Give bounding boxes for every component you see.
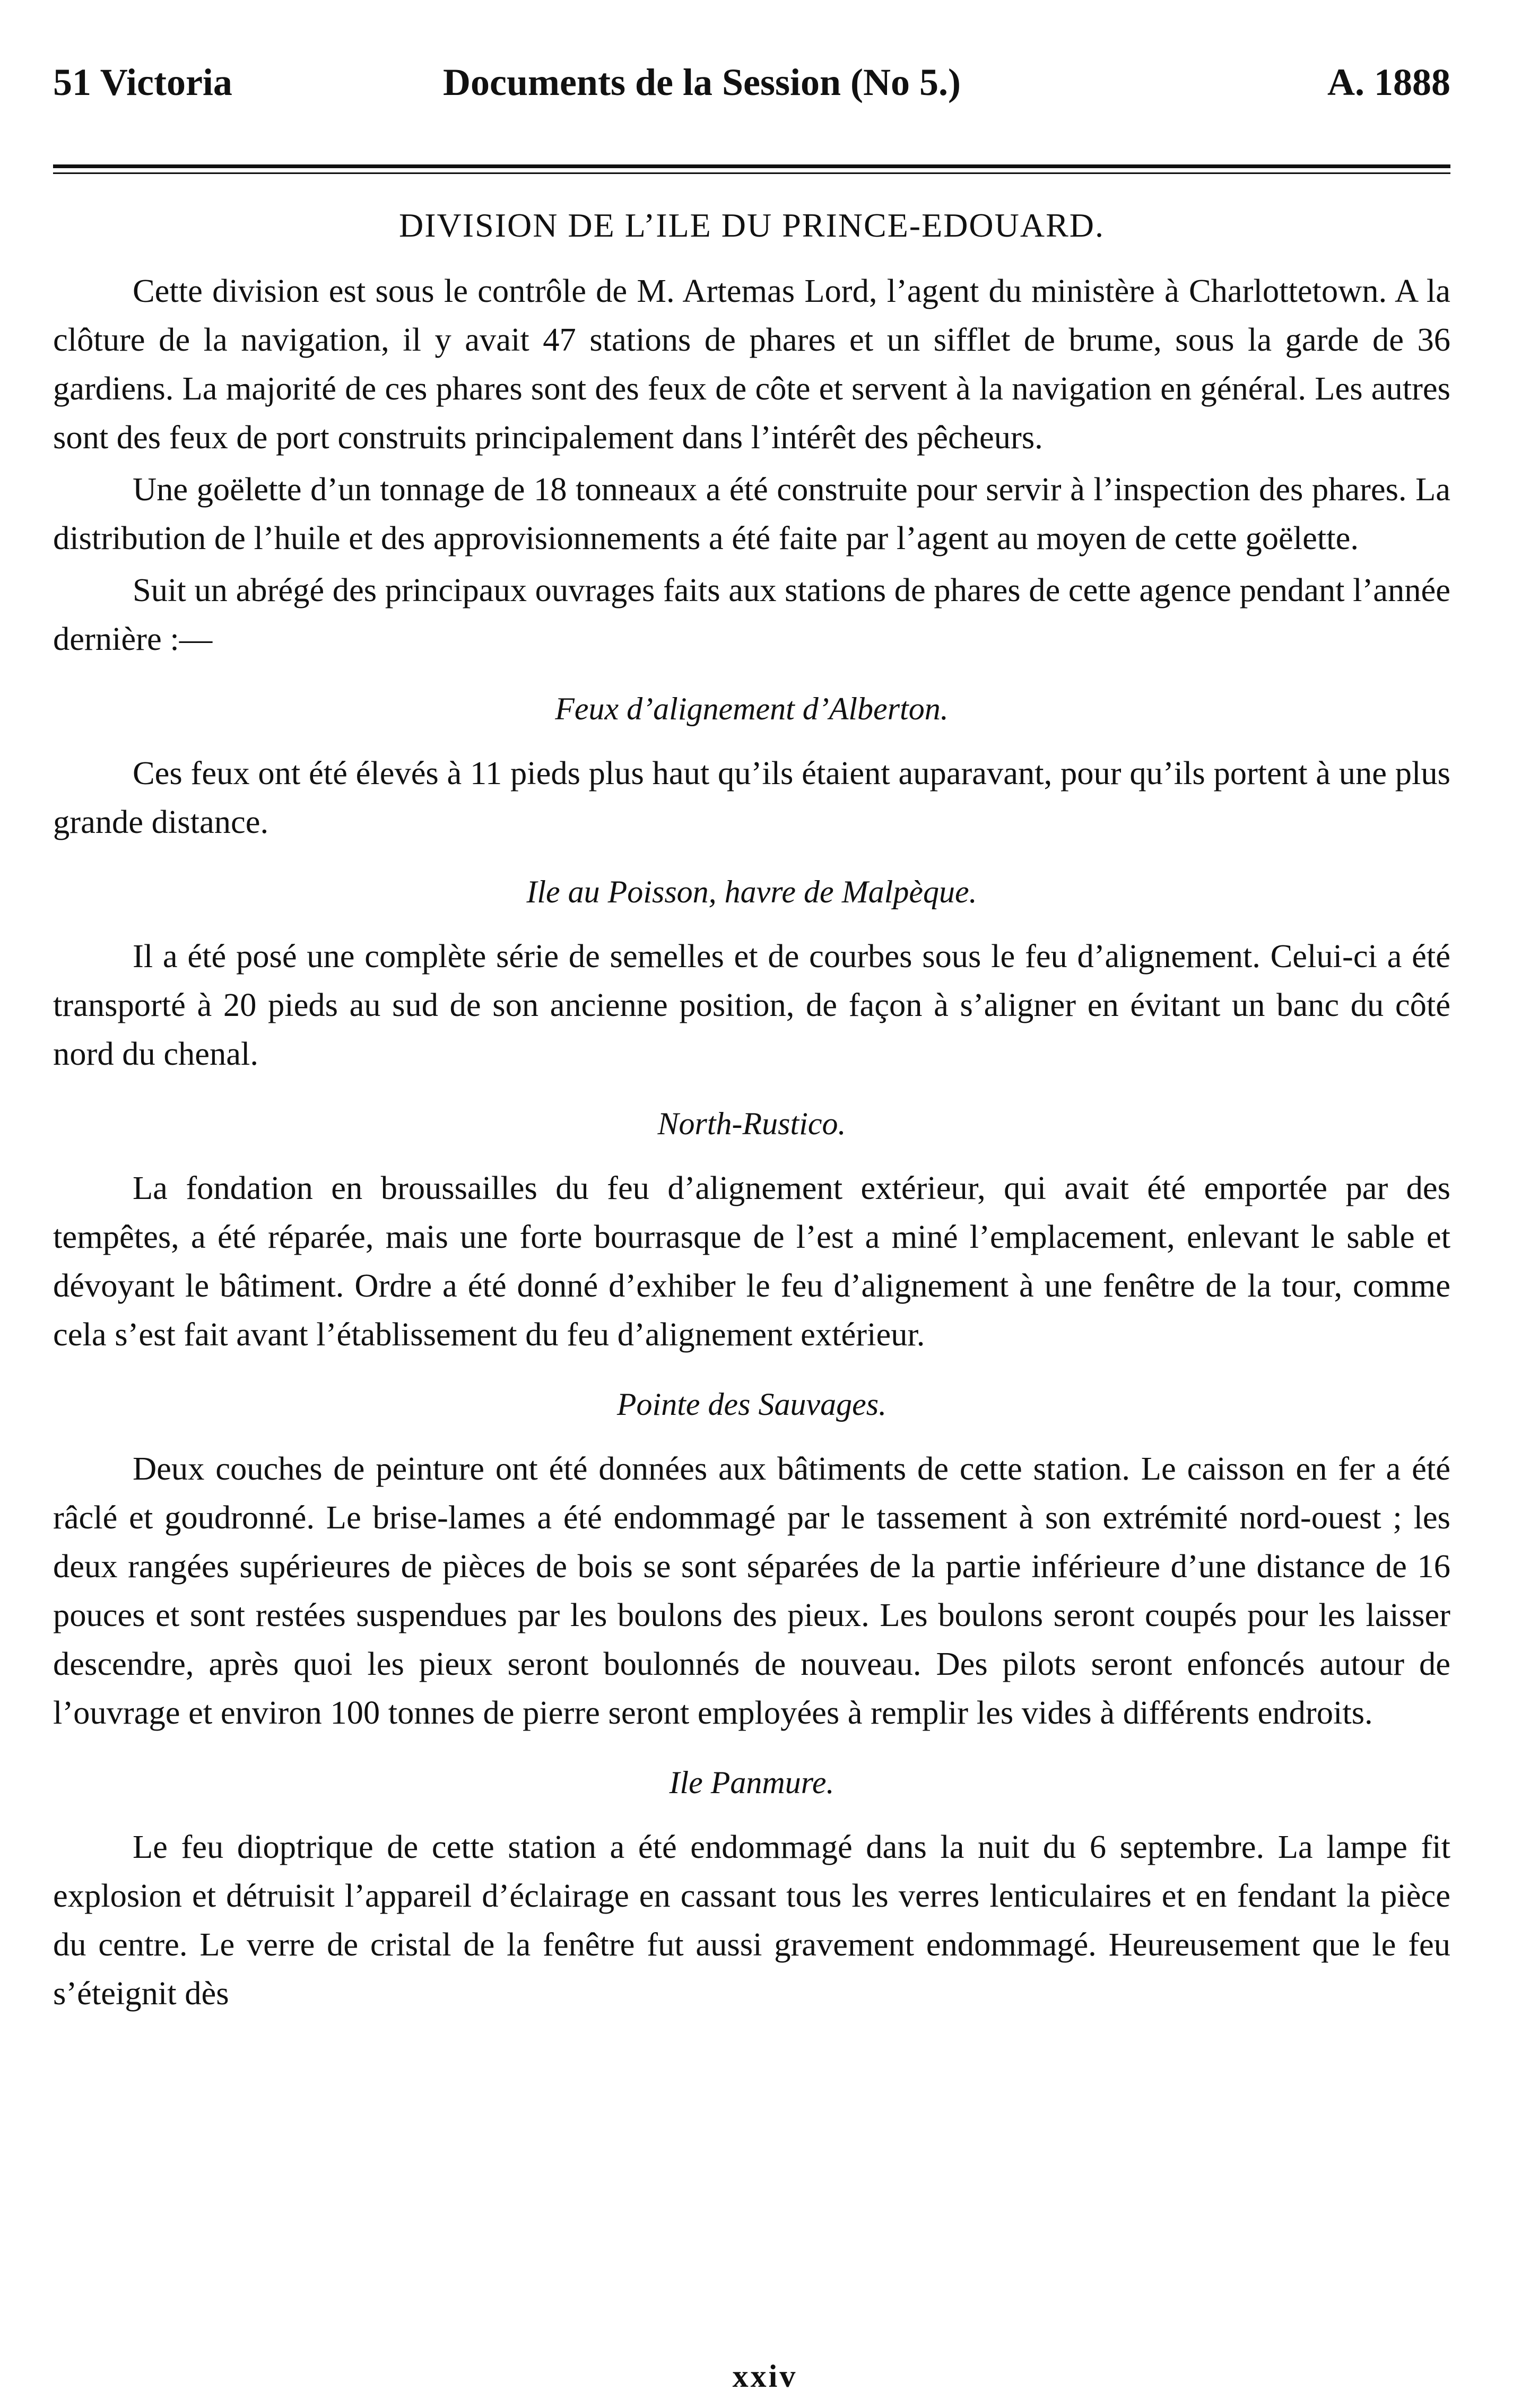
- section-ile-au-poisson: [53, 874, 1450, 1078]
- header-title: Documents de la Session (No 5.): [443, 61, 961, 103]
- section-text: Ces feux ont été élevés à 11 pieds plus haut qu’ils étaient auparavant, pour qu’ils portent à une plus grande distance.: [53, 754, 1450, 840]
- section-heading: Ile Panmure.: [669, 1765, 834, 1800]
- section-text: La fondation en broussailles du feu d’alignement extérieur, qui avait été emportée par des tempêtes, a été réparée, mais une forte bourrasque de l’est a miné l’emplacement, enlevant le sable et dévoyant le bâtiment. Ordre a été donné d’exhiber le feu d’alignement à une fenêtre de la tour, comme cela s’est fait avant l’établissement du feu d’alignement extérieur.: [53, 1169, 1450, 1353]
- intro-paragraph: Cette division est sous le contrôle de M. Artemas Lord, l’agent du ministère à Charlottetown. A la clôture de la navigation, il y avait 47 stations de phares et un sifflet de brume, sous la garde de 36 gardiens. La majorité de ces phares sont des feux de côte et servent à la navigation en général. Les autres sont des feux de port construits principalement dans l’intérêt des pêcheurs.: [53, 272, 1450, 456]
- intro-paragraph: Suit un abrégé des principaux ouvrages faits aux stations de phares de cette agence pendant l’année dernière :—: [53, 571, 1450, 657]
- section-alberton: [53, 691, 1450, 846]
- section-heading: Ile au Poisson, havre de Malpèque.: [526, 874, 977, 909]
- running-head: [53, 50, 1450, 114]
- section-text: Le feu dioptrique de cette station a été endommagé dans la nuit du 6 septembre. La lampe fit explosion et détruisit l’appareil d’éclairage en cassant tous les verres lenticulaires et en fendant la pièce du centre. Le verre de cristal de la fenêtre fut aussi gravement endommagé. Heureusement que le feu s’éteignit dès: [53, 1828, 1450, 2012]
- header-year: A. 1888: [1327, 61, 1450, 103]
- section-heading: Feux d’alignement d’Alberton.: [555, 691, 949, 726]
- section-text: Deux couches de peinture ont été données aux bâtiments de cette station. Le caisson en fer a été râclé et goudronné. Le brise-lames a été endommagé par le tassement à son extrémité nord-ouest ; les deux rangées supérieures de pièces de bois se sont séparées de la partie inférieure d’une distance de 16 pouces et sont restées suspendues par les boulons des pieux. Les boulons seront coupés pour les laisser descendre, après quoi les pieux seront boulonnés de nouveau. Des pilots seront enfoncés autour de l’ouvrage et environ 100 tonnes de pierre seront employées à remplir les vides à différents endroits.: [53, 1450, 1450, 1731]
- section-heading: Pointe des Sauvages.: [616, 1387, 887, 1422]
- section-north-rustico: [53, 1106, 1450, 1359]
- section-ile-panmure: [53, 1764, 1450, 2018]
- header-rule-thick: [53, 164, 1450, 168]
- header-rule: [53, 164, 1450, 174]
- section-heading: North-Rustico.: [657, 1106, 846, 1141]
- intro-paragraph: Une goëlette d’un tonnage de 18 tonneaux a été construite pour servir à l’inspection des phares. La distribution de l’huile et des approvisionnements a été faite par l’agent au moyen de cette goëlette.: [53, 471, 1450, 557]
- division-title: DIVISION DE L’ILE DU PRINCE-EDOUARD.: [399, 206, 1105, 244]
- page-number: xxiv: [732, 2359, 798, 2394]
- section-pointe-des-sauvages: [53, 1386, 1450, 1737]
- section-text: Il a été posé une complète série de semelles et de courbes sous le feu d’alignement. Celui-ci a été transporté à 20 pieds au sud de son ancienne position, de façon à s’aligner en évitant un banc du côté nord du chenal.: [53, 937, 1450, 1072]
- header-rule-thin: [53, 172, 1450, 174]
- header-volume: 51 Victoria: [53, 61, 232, 103]
